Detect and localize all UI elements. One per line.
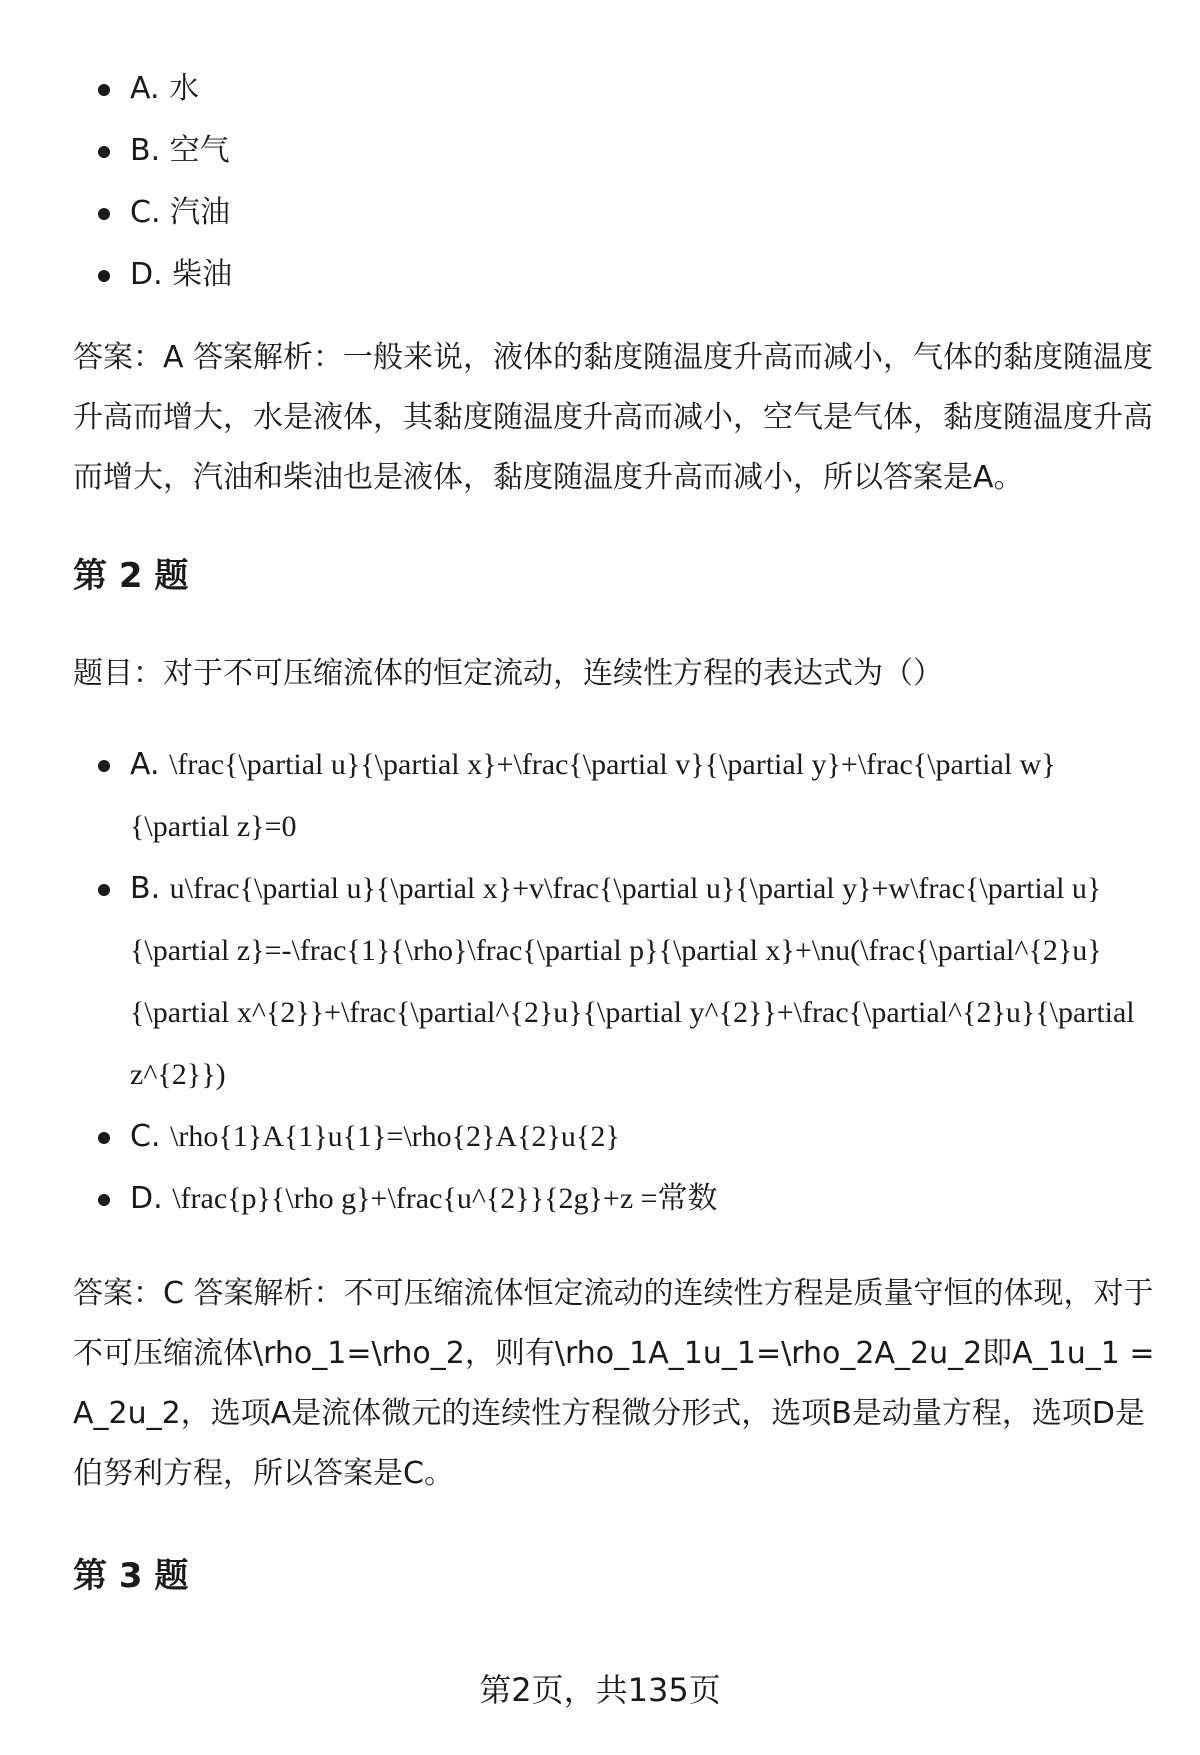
q2-option-a-formula: \frac{\partial u}{\partial x}+\frac{\partial v}{\partial y}+\frac{\partial w}{\partial z}=0 <box>130 748 1056 843</box>
q2-question: 题目：对于不可压缩流体的恒定流动，连续性方程的表达式为（） <box>73 656 943 691</box>
q2-option-a-label: A. <box>130 747 170 782</box>
q2-option-b-formula: u\frac{\partial u}{\partial x}+v\frac{\partial u}{\partial y}+w\frac{\partial u}{\partial z}=-\frac{1}{\rho}\frac{\partial p}{\partial x}+\nu(\frac{\partial^{2}u}{\partial x^{2}}+\frac{\partial^{2}u}{\partial y^{2}}+\frac{\partial^{2}u}{\partial z^{2}}) <box>130 872 1135 1091</box>
q2-answer: 答案：C 答案解析：不可压缩流体恒定流动的连续性方程是质量守恒的体现，对于不可压缩流体\rho_1=\rho_2，则有\rho_1A_1u_1=\rho_2A_2u_2即A_1u_1 = A_2u_2，选项A是流体微元的连续性方程微分形式，选项B是动量方程，选项D是伯努利方程，所以答案是C。 <box>73 1276 1155 1491</box>
q2-option-d-formula: \frac{p}{\rho g}+\frac{u^{2}}{2g}+z =常数 <box>172 1182 718 1215</box>
q2-heading: 第 2 题 <box>73 556 189 596</box>
q2-option-c-formula: \rho{1}A{1}u{1}=\rho{2}A{2}u{2} <box>170 1120 620 1153</box>
q2-option-a <box>95 734 1155 858</box>
q1-option-c: C. 汽油 <box>95 182 1155 244</box>
q3-heading: 第 3 题 <box>73 1556 189 1596</box>
q1-option-a: A. 水 <box>95 58 1155 120</box>
q2-option-c-label: C. <box>130 1119 171 1154</box>
q2-option-b <box>95 858 1155 1106</box>
q1-option-d: D. 柴油 <box>95 244 1155 306</box>
q2-option-c <box>95 1106 1155 1168</box>
q1-option-b: B. 空气 <box>95 120 1155 182</box>
q2-options <box>95 734 1155 1230</box>
page-number-footer: 第2页，共135页 <box>479 1671 721 1709</box>
q1-options <box>95 58 1155 306</box>
q1-answer: 答案：A 答案解析：一般来说，液体的黏度随温度升高而减小，气体的黏度随温度升高而增大，水是液体，其黏度随温度升高而减小，空气是气体，黏度随温度升高而增大，汽油和柴油也是液体，黏度随温度升高而减小，所以答案是A。 <box>73 340 1154 495</box>
q2-option-d-label: D. <box>130 1181 173 1216</box>
q2-option-b-label: B. <box>130 871 170 906</box>
q2-option-d <box>95 1168 1155 1230</box>
